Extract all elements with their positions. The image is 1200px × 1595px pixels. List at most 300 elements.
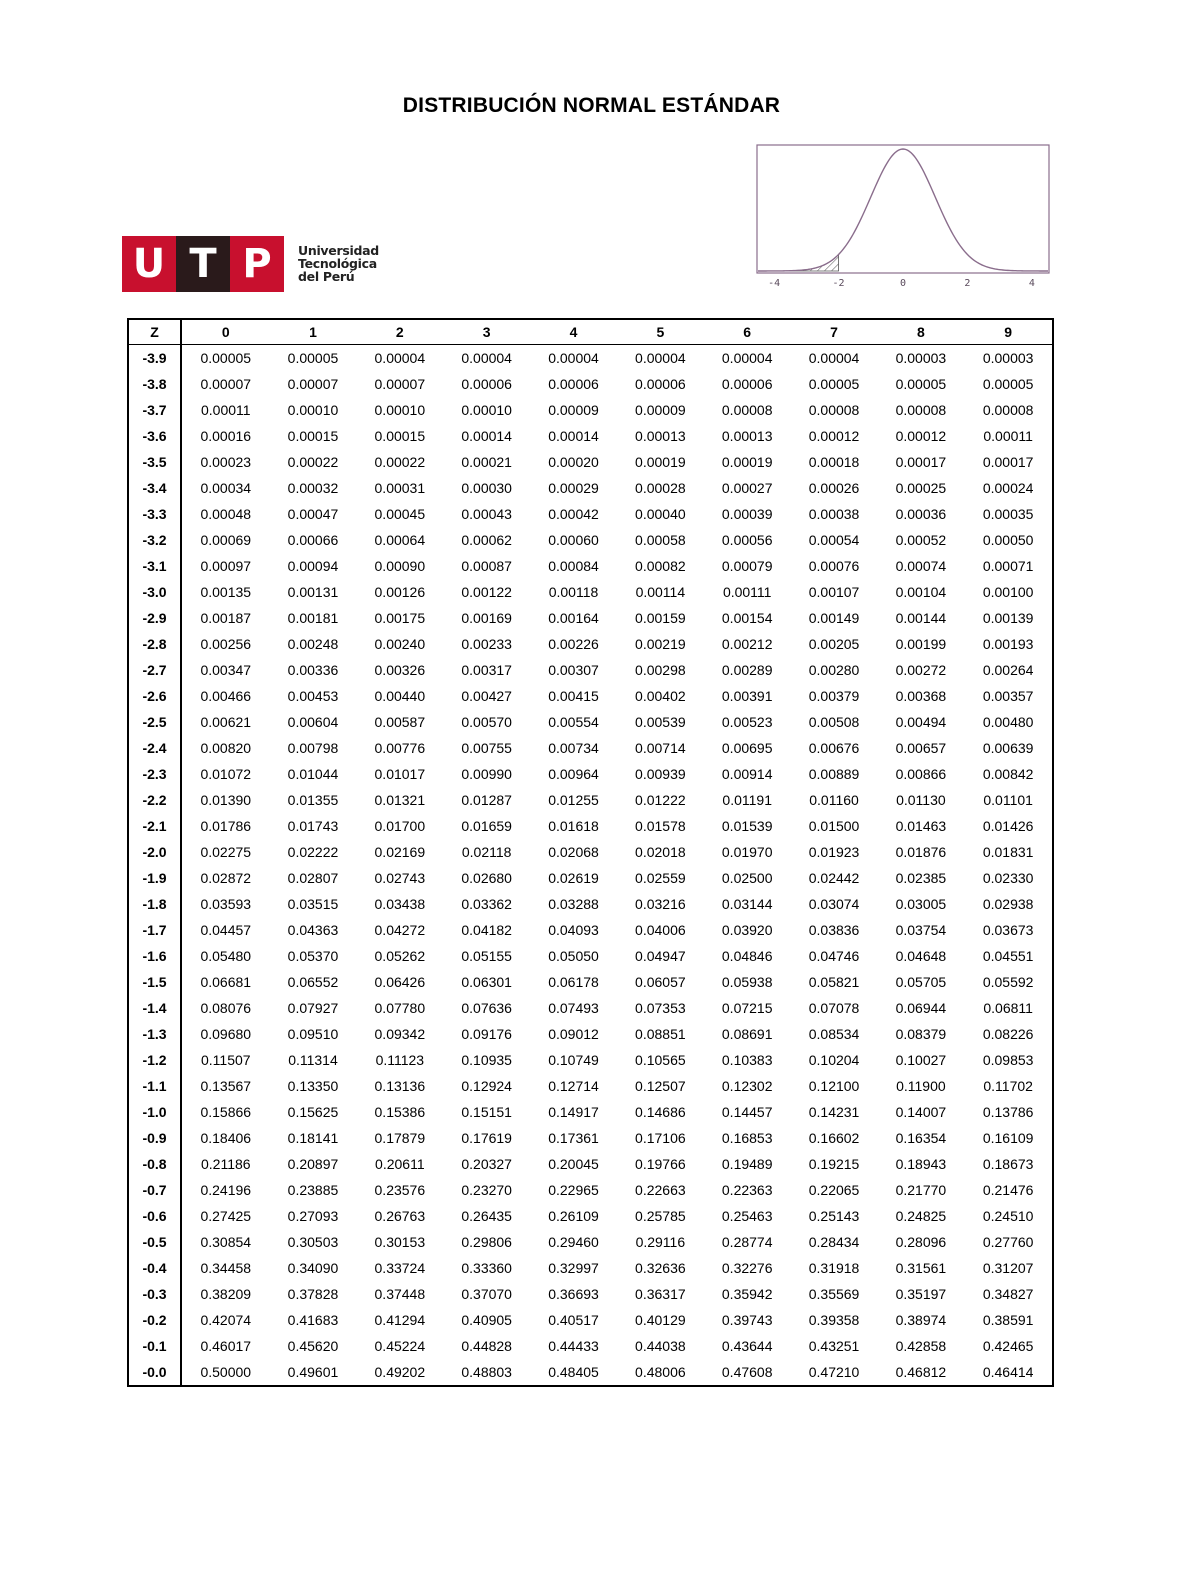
probability-cell: 0.47608	[721, 1364, 773, 1380]
probability-cell: 0.25463	[721, 1208, 773, 1224]
probability-cell: 0.00317	[461, 662, 512, 678]
column-header: 2	[356, 319, 443, 345]
table-row	[128, 761, 1053, 787]
probability-cell: 0.00008	[721, 402, 773, 418]
table-row	[128, 527, 1053, 553]
probability-cell: 0.00005	[287, 350, 339, 366]
table-row	[128, 449, 1053, 475]
probability-cell: 0.00008	[808, 402, 860, 418]
logo-letter-p: P	[230, 236, 284, 292]
probability-cell: 0.00007	[374, 376, 426, 392]
probability-cell: 0.00248	[287, 636, 339, 652]
probability-cell: 0.00048	[200, 506, 252, 522]
probability-cell: 0.01287	[461, 792, 512, 808]
probability-cell: 0.44828	[461, 1338, 512, 1354]
probability-cell: 0.18406	[200, 1130, 252, 1146]
z-value-cell: -0.9	[128, 1125, 181, 1151]
z-value-cell: -2.0	[128, 839, 181, 865]
probability-cell: 0.18943	[895, 1156, 947, 1172]
probability-cell: 0.06178	[548, 974, 599, 990]
probability-cell: 0.00639	[982, 740, 1034, 756]
probability-cell: 0.00010	[374, 402, 426, 418]
probability-cell: 0.02169	[374, 844, 426, 860]
table-row	[128, 1255, 1053, 1281]
probability-cell: 0.08076	[200, 1000, 252, 1016]
probability-cell: 0.00866	[895, 766, 947, 782]
probability-cell: 0.05155	[461, 948, 512, 964]
probability-cell: 0.01101	[983, 792, 1033, 808]
table-row	[128, 1307, 1053, 1333]
probability-cell: 0.29116	[635, 1234, 686, 1250]
probability-cell: 0.00047	[287, 506, 339, 522]
probability-cell: 0.00135	[200, 584, 252, 600]
z-value-cell: -1.9	[128, 865, 181, 891]
probability-cell: 0.05592	[982, 974, 1034, 990]
probability-cell: 0.00695	[721, 740, 773, 756]
probability-cell: 0.00008	[895, 402, 947, 418]
column-header: 0	[181, 319, 270, 345]
probability-cell: 0.00058	[635, 532, 686, 548]
probability-cell: 0.01191	[722, 792, 772, 808]
probability-cell: 0.20897	[287, 1156, 339, 1172]
probability-cell: 0.04947	[635, 948, 686, 964]
normal-curve-illustration	[754, 143, 1054, 293]
z-value-cell: -2.3	[128, 761, 181, 787]
probability-cell: 0.00402	[635, 688, 686, 704]
curve-axis-tick-label: 0	[899, 278, 907, 289]
z-value-cell: -3.0	[128, 579, 181, 605]
table-row	[128, 371, 1053, 397]
probability-cell: 0.50000	[200, 1364, 252, 1380]
probability-cell: 0.42074	[200, 1312, 252, 1328]
probability-cell: 0.00205	[808, 636, 860, 652]
probability-cell: 0.07636	[461, 1000, 512, 1016]
probability-cell: 0.00587	[374, 714, 426, 730]
probability-cell: 0.29460	[548, 1234, 599, 1250]
z-value-cell: -1.4	[128, 995, 181, 1021]
probability-cell: 0.09176	[461, 1026, 512, 1042]
probability-cell: 0.19766	[635, 1156, 686, 1172]
probability-cell: 0.01355	[287, 792, 339, 808]
probability-cell: 0.00181	[287, 610, 339, 626]
z-value-cell: -3.5	[128, 449, 181, 475]
curve-axis-tick-label: -4	[768, 278, 781, 289]
probability-cell: 0.02222	[287, 844, 339, 860]
probability-cell: 0.08534	[808, 1026, 860, 1042]
table-body	[128, 345, 1053, 1387]
probability-cell: 0.01072	[200, 766, 252, 782]
probability-cell: 0.21770	[895, 1182, 947, 1198]
probability-cell: 0.00111	[722, 584, 772, 600]
table-row	[128, 709, 1053, 735]
table-row	[128, 813, 1053, 839]
probability-cell: 0.29806	[461, 1234, 512, 1250]
probability-cell: 0.01255	[548, 792, 599, 808]
probability-cell: 0.39743	[721, 1312, 773, 1328]
probability-cell: 0.01160	[809, 792, 859, 808]
probability-cell: 0.00379	[808, 688, 860, 704]
table-header-row	[128, 319, 1053, 345]
column-header: 5	[617, 319, 704, 345]
probability-cell: 0.00017	[982, 454, 1034, 470]
probability-cell: 0.00164	[548, 610, 599, 626]
probability-cell: 0.15625	[287, 1104, 339, 1120]
probability-cell: 0.14457	[721, 1104, 773, 1120]
probability-cell: 0.02118	[461, 844, 512, 860]
probability-cell: 0.00298	[635, 662, 686, 678]
probability-cell: 0.40129	[635, 1312, 686, 1328]
probability-cell: 0.06944	[895, 1000, 947, 1016]
probability-cell: 0.00889	[808, 766, 860, 782]
probability-cell: 0.00776	[374, 740, 426, 756]
probability-cell: 0.01831	[982, 844, 1034, 860]
probability-cell: 0.02068	[548, 844, 599, 860]
probability-cell: 0.24825	[895, 1208, 947, 1224]
probability-cell: 0.41683	[287, 1312, 339, 1328]
probability-cell: 0.00004	[808, 350, 860, 366]
probability-cell: 0.03005	[895, 896, 947, 912]
probability-cell: 0.00676	[808, 740, 860, 756]
probability-cell: 0.33724	[374, 1260, 426, 1276]
probability-cell: 0.00755	[461, 740, 512, 756]
probability-cell: 0.22965	[548, 1182, 599, 1198]
probability-cell: 0.00019	[635, 454, 686, 470]
probability-cell: 0.17106	[635, 1130, 686, 1146]
column-header: 4	[530, 319, 617, 345]
probability-cell: 0.01426	[982, 818, 1034, 834]
probability-cell: 0.32276	[721, 1260, 773, 1276]
table-row	[128, 891, 1053, 917]
table-row	[128, 1021, 1053, 1047]
logo-name-line: Universidad	[298, 243, 379, 258]
probability-cell: 0.34090	[287, 1260, 339, 1276]
probability-cell: 0.07780	[374, 1000, 426, 1016]
probability-cell: 0.05262	[374, 948, 426, 964]
probability-cell: 0.00018	[808, 454, 860, 470]
probability-cell: 0.07927	[287, 1000, 339, 1016]
probability-cell: 0.16109	[982, 1130, 1034, 1146]
probability-cell: 0.00657	[895, 740, 947, 756]
probability-cell: 0.00007	[200, 376, 252, 392]
probability-cell: 0.11900	[896, 1078, 946, 1094]
probability-cell: 0.01786	[200, 818, 252, 834]
probability-cell: 0.01044	[287, 766, 339, 782]
z-value-cell: -3.3	[128, 501, 181, 527]
probability-cell: 0.00006	[548, 376, 599, 392]
probability-cell: 0.00820	[200, 740, 252, 756]
probability-cell: 0.02559	[635, 870, 686, 886]
probability-cell: 0.00015	[374, 428, 426, 444]
utp-logo	[122, 236, 382, 292]
probability-cell: 0.02680	[461, 870, 512, 886]
probability-cell: 0.00368	[895, 688, 947, 704]
z-value-cell: -0.5	[128, 1229, 181, 1255]
probability-cell: 0.00014	[461, 428, 512, 444]
probability-cell: 0.04648	[895, 948, 947, 964]
probability-cell: 0.22663	[635, 1182, 686, 1198]
probability-cell: 0.10204	[808, 1052, 860, 1068]
table-row	[128, 397, 1053, 423]
probability-cell: 0.22363	[721, 1182, 773, 1198]
probability-cell: 0.05821	[808, 974, 860, 990]
probability-cell: 0.02872	[200, 870, 252, 886]
probability-cell: 0.35197	[895, 1286, 947, 1302]
probability-cell: 0.36693	[548, 1286, 599, 1302]
probability-cell: 0.47210	[808, 1364, 860, 1380]
probability-cell: 0.00326	[374, 662, 426, 678]
probability-cell: 0.02807	[287, 870, 339, 886]
probability-cell: 0.12507	[635, 1078, 686, 1094]
probability-cell: 0.37448	[374, 1286, 426, 1302]
probability-cell: 0.00066	[287, 532, 339, 548]
probability-cell: 0.00038	[808, 506, 860, 522]
column-header: 1	[270, 319, 357, 345]
probability-cell: 0.00280	[808, 662, 860, 678]
probability-cell: 0.15866	[200, 1104, 252, 1120]
z-value-cell: -2.9	[128, 605, 181, 631]
probability-cell: 0.00193	[982, 636, 1034, 652]
probability-cell: 0.00199	[895, 636, 947, 652]
probability-cell: 0.27093	[287, 1208, 339, 1224]
probability-cell: 0.00144	[895, 610, 947, 626]
probability-cell: 0.00030	[461, 480, 512, 496]
probability-cell: 0.03593	[200, 896, 252, 912]
z-value-cell: -1.5	[128, 969, 181, 995]
probability-cell: 0.25785	[635, 1208, 686, 1224]
probability-cell: 0.11702	[983, 1078, 1033, 1094]
probability-cell: 0.04006	[635, 922, 686, 938]
probability-cell: 0.23576	[374, 1182, 426, 1198]
probability-cell: 0.00062	[461, 532, 512, 548]
logo-name-line: Tecnológica	[298, 256, 377, 271]
probability-cell: 0.48405	[548, 1364, 599, 1380]
probability-cell: 0.00539	[635, 714, 686, 730]
curve-axis-tick-label: 2	[964, 278, 971, 289]
table-row	[128, 657, 1053, 683]
probability-cell: 0.27425	[200, 1208, 252, 1224]
probability-cell: 0.01578	[635, 818, 686, 834]
probability-cell: 0.00131	[287, 584, 339, 600]
probability-cell: 0.38209	[200, 1286, 252, 1302]
z-value-cell: -2.7	[128, 657, 181, 683]
probability-cell: 0.13786	[982, 1104, 1034, 1120]
probability-cell: 0.00104	[895, 584, 947, 600]
probability-cell: 0.40517	[548, 1312, 599, 1328]
probability-cell: 0.00914	[721, 766, 773, 782]
probability-cell: 0.03673	[982, 922, 1034, 938]
probability-cell: 0.12302	[721, 1078, 773, 1094]
table-row	[128, 995, 1053, 1021]
probability-cell: 0.12100	[808, 1078, 860, 1094]
probability-cell: 0.00071	[982, 558, 1034, 574]
probability-cell: 0.00154	[721, 610, 773, 626]
probability-cell: 0.04363	[287, 922, 339, 938]
z-value-cell: -1.8	[128, 891, 181, 917]
probability-cell: 0.45620	[287, 1338, 339, 1354]
probability-cell: 0.00011	[983, 428, 1033, 444]
z-value-cell: -3.9	[128, 345, 181, 372]
table-row	[128, 345, 1053, 372]
probability-cell: 0.24196	[200, 1182, 252, 1198]
probability-cell: 0.46017	[200, 1338, 252, 1354]
probability-cell: 0.00554	[548, 714, 599, 730]
table-row	[128, 917, 1053, 943]
probability-cell: 0.16354	[895, 1130, 947, 1146]
probability-cell: 0.00006	[721, 376, 773, 392]
probability-cell: 0.00307	[548, 662, 599, 678]
z-value-cell: -0.8	[128, 1151, 181, 1177]
z-value-cell: -1.6	[128, 943, 181, 969]
probability-cell: 0.18141	[287, 1130, 339, 1146]
column-header: 3	[443, 319, 530, 345]
probability-cell: 0.14917	[548, 1104, 599, 1120]
probability-cell: 0.27760	[982, 1234, 1034, 1250]
shaded-tail-area	[758, 254, 839, 271]
probability-cell: 0.19215	[808, 1156, 860, 1172]
probability-cell: 0.15151	[461, 1104, 512, 1120]
probability-cell: 0.16602	[808, 1130, 860, 1146]
probability-cell: 0.00415	[548, 688, 599, 704]
z-value-cell: -2.8	[128, 631, 181, 657]
probability-cell: 0.00035	[982, 506, 1034, 522]
probability-cell: 0.00029	[548, 480, 599, 496]
probability-cell: 0.43644	[721, 1338, 773, 1354]
probability-cell: 0.03515	[287, 896, 339, 912]
probability-cell: 0.09680	[200, 1026, 252, 1042]
probability-cell: 0.01876	[895, 844, 947, 860]
probability-cell: 0.00126	[374, 584, 426, 600]
probability-cell: 0.40905	[461, 1312, 512, 1328]
probability-cell: 0.21186	[200, 1156, 251, 1172]
probability-cell: 0.00480	[982, 714, 1034, 730]
probability-cell: 0.42858	[895, 1338, 947, 1354]
z-value-cell: -1.2	[128, 1047, 181, 1073]
probability-cell: 0.09853	[982, 1052, 1034, 1068]
probability-cell: 0.00094	[287, 558, 339, 574]
probability-cell: 0.00023	[200, 454, 252, 470]
probability-cell: 0.17879	[374, 1130, 426, 1146]
probability-cell: 0.20045	[548, 1156, 599, 1172]
probability-cell: 0.01017	[374, 766, 426, 782]
probability-cell: 0.03836	[808, 922, 860, 938]
probability-cell: 0.45224	[374, 1338, 426, 1354]
probability-cell: 0.02018	[635, 844, 686, 860]
probability-cell: 0.30854	[200, 1234, 252, 1250]
probability-cell: 0.00604	[287, 714, 339, 730]
probability-cell: 0.00045	[374, 506, 426, 522]
probability-cell: 0.00036	[895, 506, 947, 522]
table-row	[128, 787, 1053, 813]
probability-cell: 0.06552	[287, 974, 339, 990]
probability-cell: 0.00004	[548, 350, 599, 366]
probability-cell: 0.17361	[548, 1130, 599, 1146]
probability-cell: 0.02500	[721, 870, 773, 886]
z-value-cell: -2.5	[128, 709, 181, 735]
probability-cell: 0.08226	[982, 1026, 1034, 1042]
probability-cell: 0.41294	[374, 1312, 426, 1328]
table-row	[128, 1125, 1053, 1151]
probability-cell: 0.00090	[374, 558, 426, 574]
probability-cell: 0.00005	[200, 350, 252, 366]
probability-cell: 0.35942	[721, 1286, 773, 1302]
probability-cell: 0.00022	[287, 454, 339, 470]
probability-cell: 0.48803	[461, 1364, 512, 1380]
probability-cell: 0.00011	[200, 402, 251, 418]
probability-cell: 0.49601	[287, 1364, 339, 1380]
curve-axis-tick-label: 4	[1028, 278, 1035, 289]
probability-cell: 0.30153	[374, 1234, 426, 1250]
curve-frame	[757, 145, 1049, 273]
probability-cell: 0.00004	[461, 350, 512, 366]
probability-cell: 0.01463	[895, 818, 947, 834]
table-row	[128, 683, 1053, 709]
probability-cell: 0.01500	[808, 818, 860, 834]
probability-cell: 0.00064	[374, 532, 426, 548]
page-title: DISTRIBUCIÓN NORMAL ESTÁNDAR	[402, 94, 781, 117]
probability-cell: 0.00964	[548, 766, 599, 782]
probability-cell: 0.18673	[982, 1156, 1034, 1172]
bell-curve-line	[758, 149, 1048, 271]
probability-cell: 0.05705	[895, 974, 947, 990]
probability-cell: 0.00122	[461, 584, 512, 600]
table-row	[128, 969, 1053, 995]
table-row	[128, 1099, 1053, 1125]
probability-cell: 0.31207	[982, 1260, 1034, 1276]
probability-cell: 0.46414	[982, 1364, 1034, 1380]
probability-cell: 0.38974	[895, 1312, 947, 1328]
probability-cell: 0.00240	[374, 636, 426, 652]
probability-cell: 0.09342	[374, 1026, 426, 1042]
probability-cell: 0.00006	[635, 376, 686, 392]
z-value-cell: -3.6	[128, 423, 181, 449]
table-row	[128, 735, 1053, 761]
column-header: 7	[791, 319, 878, 345]
probability-cell: 0.07215	[721, 1000, 773, 1016]
column-header: 8	[877, 319, 964, 345]
probability-cell: 0.00175	[374, 610, 426, 626]
probability-cell: 0.10935	[461, 1052, 512, 1068]
probability-cell: 0.23885	[287, 1182, 339, 1198]
probability-cell: 0.14231	[808, 1104, 860, 1120]
probability-cell: 0.02619	[548, 870, 599, 886]
probability-cell: 0.13350	[287, 1078, 339, 1094]
column-header: 9	[964, 319, 1053, 345]
probability-cell: 0.06301	[461, 974, 512, 990]
probability-cell: 0.42465	[982, 1338, 1034, 1354]
probability-cell: 0.00570	[461, 714, 512, 730]
probability-cell: 0.00139	[982, 610, 1034, 626]
probability-cell: 0.39358	[808, 1312, 860, 1328]
probability-cell: 0.10749	[548, 1052, 599, 1068]
probability-cell: 0.20611	[375, 1156, 425, 1172]
probability-cell: 0.04093	[548, 922, 599, 938]
probability-cell: 0.00060	[548, 532, 599, 548]
table-row	[128, 501, 1053, 527]
probability-cell: 0.25143	[808, 1208, 860, 1224]
probability-cell: 0.11123	[375, 1052, 425, 1068]
probability-cell: 0.00007	[287, 376, 339, 392]
probability-cell: 0.00020	[548, 454, 599, 470]
probability-cell: 0.28434	[808, 1234, 860, 1250]
z-value-cell: -3.7	[128, 397, 181, 423]
probability-cell: 0.00226	[548, 636, 599, 652]
probability-cell: 0.00010	[461, 402, 512, 418]
probability-cell: 0.31918	[808, 1260, 860, 1276]
probability-cell: 0.10383	[721, 1052, 773, 1068]
z-value-cell: -1.7	[128, 917, 181, 943]
probability-cell: 0.00009	[635, 402, 686, 418]
probability-cell: 0.44038	[635, 1338, 686, 1354]
